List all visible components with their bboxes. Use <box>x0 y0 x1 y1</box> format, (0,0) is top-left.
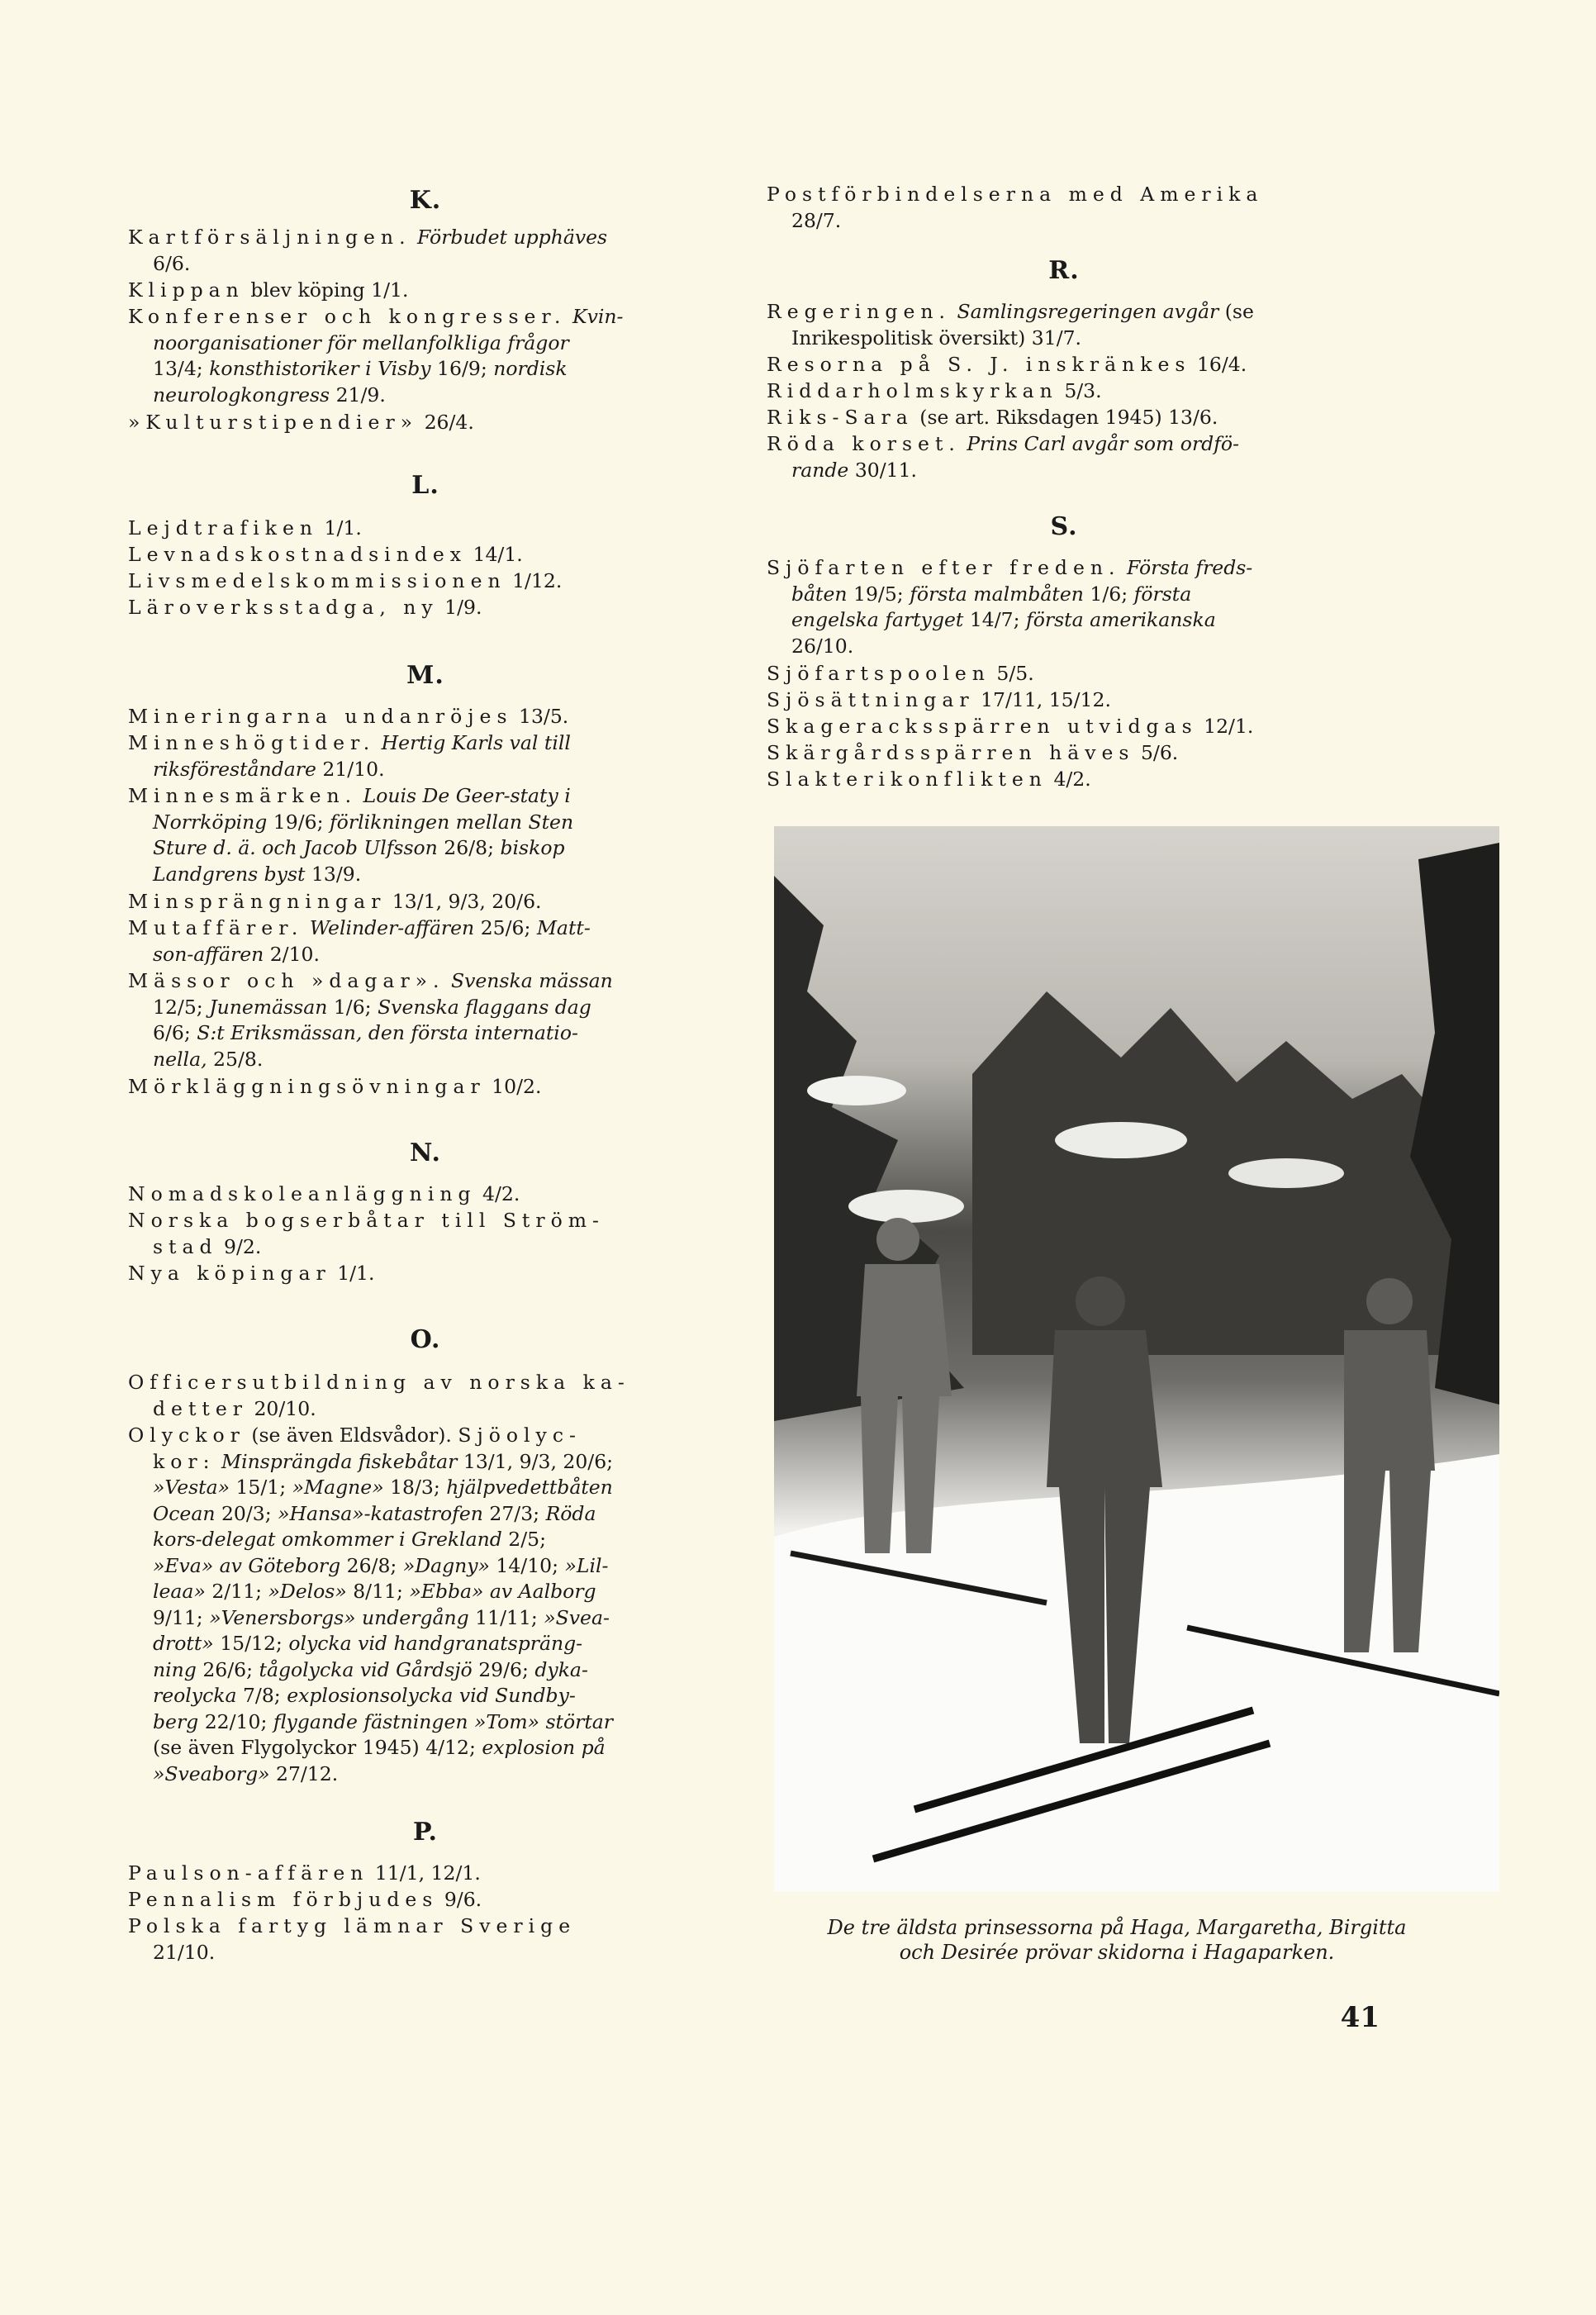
entry-slakterikonflikten: Slakterikonflikten 4/2. <box>767 768 1091 791</box>
entry-morklaggningsovningar: Mörkläggningsövningar 10/2. <box>128 1075 542 1098</box>
entry-officersutbildning: Officersutbildning av norska ka- detter 20/10. <box>128 1371 630 1420</box>
entry-nya-kopingar: Nya köpingar 1/1. <box>128 1262 375 1285</box>
entry-sjofarten: Sjöfarten efter freden. Första freds- båten 19/5; första malmbåten 1/6; första engelska fartyget 14/7; första amerikanska 26/10. <box>767 556 1253 658</box>
section-heading-k: K. <box>409 186 442 215</box>
entry-massor: Mässor och »dagar». Svenska mässan 12/5; Junemässan 1/6; Svenska flaggans dag 6/6; S:t Eriksmässan, den första internatio- nella, 25/8. <box>128 969 613 1071</box>
entry-norska-bogserbatar: Norska bogserbåtar till Ström- stad 9/2. <box>128 1209 605 1258</box>
entry-skargardssparren: Skärgårdsspärren häves 5/6. <box>767 741 1179 764</box>
photo-snow-clump <box>848 1190 964 1223</box>
entry-roda-korset: Röda korset. Prins Carl avgår som ordfö- rande 30/11. <box>767 432 1240 482</box>
photo-princesses-skiing <box>774 826 1499 1892</box>
photo-snow-clump <box>807 1076 906 1105</box>
photo-caption: De tre äldsta prinsessorna på Haga, Margaretha, Birgitta och Desirée prövar skidorna i Hagaparken. <box>827 1916 1407 1964</box>
entry-levnadskostnadsindex: Levnadskostnadsindex 14/1. <box>128 543 523 566</box>
section-heading-o: O. <box>410 1325 441 1354</box>
entry-minnesmarken: Minnesmärken. Louis De Geer-staty i Norrköping 19/6; förlikningen mellan Sten Sture d. ä. och Jacob Ulfsson 26/8; biskop Landgrens byst 13/9. <box>128 784 574 886</box>
entry-sjofartspoolen: Sjöfartspoolen 5/5. <box>767 662 1034 685</box>
entry-kartforsaljningen: Kartförsäljningen. Förbudet upphäves 6/6. <box>128 226 608 275</box>
section-heading-l: L. <box>411 471 439 500</box>
photo-illustration <box>774 826 1499 1892</box>
entry-riks-sara: Riks-Sara (se art. Riksdagen 1945) 13/6. <box>767 406 1218 429</box>
entry-skageracksparren: Skageracksspärren utvidgas 12/1. <box>767 715 1254 738</box>
photo-snow-clump <box>1055 1122 1187 1158</box>
entry-pennalism: Pennalism förbjudes 9/6. <box>128 1888 482 1911</box>
entry-sjosattningar: Sjösättningar 17/11, 15/12. <box>767 688 1111 711</box>
entry-riddarholmskyrkan: Riddarholmskyrkan 5/3. <box>767 379 1102 402</box>
entry-olyckor: Olyckor (se även Eldsvådor). Sjöolyc- kor: Minsprängda fiskebåtar 13/1, 9/3, 20/6; »Vesta» 15/1; »Magne» 18/3; hjälpvedettbåten Ocean 20/3; »Hansa»-katastrofen 27/3; Röda kors-delegat omkommer i Grekland 2/5; »Eva» av Göteborg 26/8; »Dagny» 14/10; »Lil- leaa» 2/11; »Delos» 8/11; »Ebba» av Aalborg 9/11; »Venersborgs» undergång 11/11; »Svea- drott» 15/12; olycka vid handgranatspräng- ning 26/6; tågolycka vid Gårdsjö 29/6; dyka- reolycka 7/8; explosionsolycka vid Sundby- berg 22/10; flygande fästningen »Tom» störtar (se även Flygolyckor 1945) 4/12; explosion på »Sveaborg» 27/12. <box>128 1424 614 1785</box>
entry-lejdtrafiken: Lejdtrafiken 1/1. <box>128 516 362 540</box>
section-heading-r: R. <box>1048 256 1080 285</box>
entry-polska-fartyg: Polska fartyg lämnar Sverige 21/10. <box>128 1914 577 1964</box>
entry-klippan: Klippan blev köping 1/1. <box>128 278 409 302</box>
entry-nomadskoleanlaggning: Nomadskoleanläggning 4/2. <box>128 1182 520 1205</box>
entry-minneshogtider: Minneshögtider. Hertig Karls val till riksföreståndare 21/10. <box>128 731 571 781</box>
entry-minsprangningar: Minsprängningar 13/1, 9/3, 20/6. <box>128 890 542 913</box>
entry-resorna: Resorna på S. J. inskränkes 16/4. <box>767 353 1247 376</box>
entry-paulson-affaren: Paulson-affären 11/1, 12/1. <box>128 1861 481 1885</box>
entry-mutaffarer: Mutaffärer. Welinder-affären 25/6; Matt- son-affären 2/10. <box>128 916 591 966</box>
section-heading-n: N. <box>410 1138 441 1167</box>
section-heading-s: S. <box>1050 512 1078 541</box>
section-heading-p: P. <box>412 1818 439 1847</box>
section-heading-m: M. <box>406 661 444 690</box>
entry-livsmedelskommissionen: Livsmedelskommissionen 1/12. <box>128 569 563 592</box>
entry-postforbindelserna: Postförbindelserna med Amerika 28/7. <box>767 183 1264 232</box>
entry-regeringen: Regeringen. Samlingsregeringen avgår (se Inrikespolitisk översikt) 31/7. <box>767 300 1254 349</box>
entry-mineringarna: Mineringarna undanröjes 13/5. <box>128 705 569 728</box>
photo-snow-clump <box>1228 1158 1344 1188</box>
page-number: 41 <box>1340 2001 1380 2034</box>
photo-skier-left <box>857 1218 952 1553</box>
entry-kulturstipendier: »Kulturstipendier» 26/4. <box>128 411 474 434</box>
entry-laroverksstadga: Läroverksstadga, ny 1/9. <box>128 596 482 619</box>
entry-konferenser: Konferenser och kongresser. Kvin- noorganisationer för mellanfolkliga frågor 13/4; konsthistoriker i Visby 16/9; nordisk neurologkongress 21/9. <box>128 305 624 406</box>
